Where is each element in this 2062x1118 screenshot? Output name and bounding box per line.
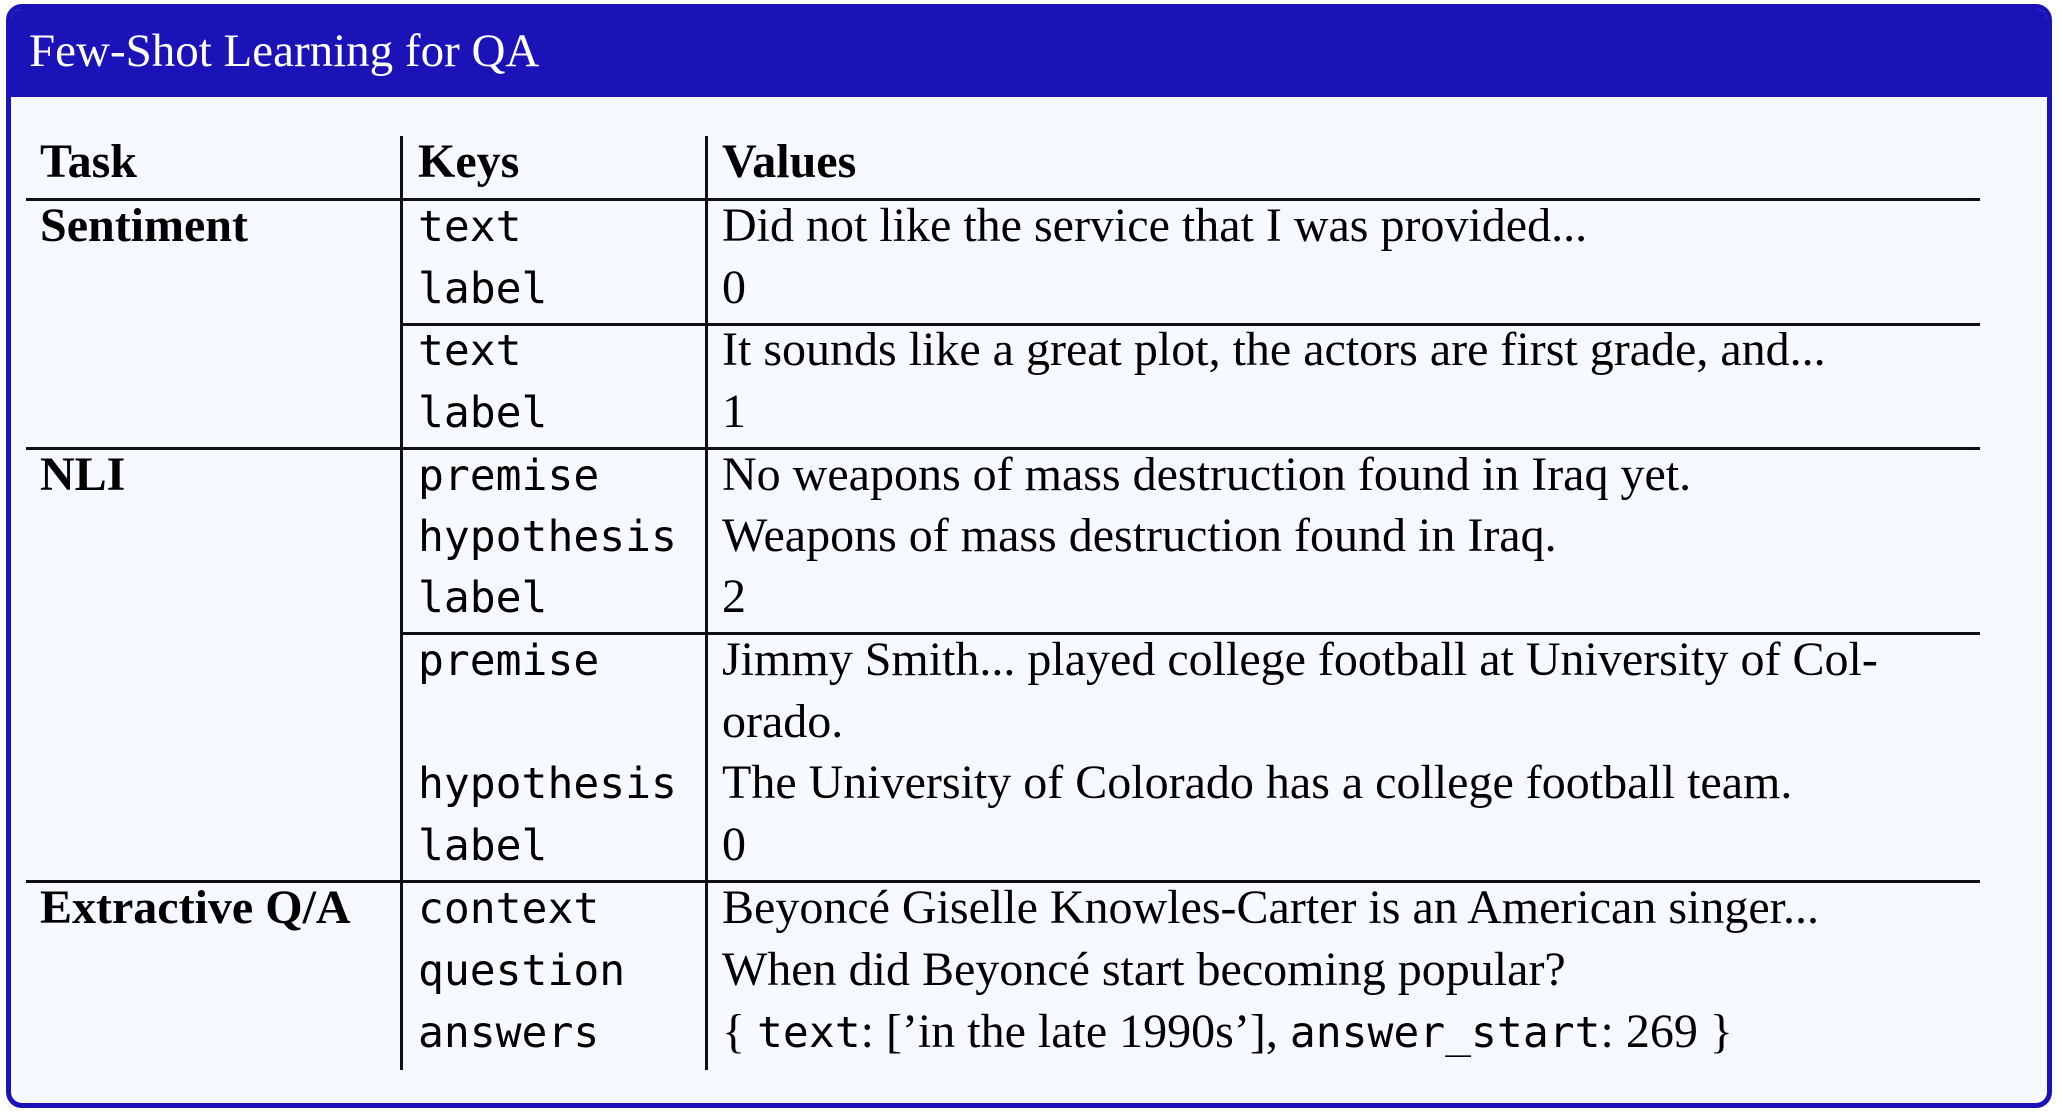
key-cell: label [418,388,548,438]
key-cell: text [418,326,522,376]
value-cell: Weapons of mass destruction found in Iraq. [722,509,1557,562]
key-cell: label [418,264,548,314]
key-cell: context [418,884,600,934]
key-cell: label [418,821,548,871]
task-sentiment: Sentiment [40,199,248,252]
key-cell: text [418,202,522,252]
key-cell: premise [418,636,600,686]
value-cell: 1 [722,385,746,438]
header-task: Task [40,135,137,188]
box-title: Few-Shot Learning for QA [11,9,2047,97]
answers-text-value: : [’in the late 1990s’], [860,1005,1290,1058]
answers-start-value: : 269 } [1600,1005,1733,1058]
key-cell: hypothesis [418,759,677,809]
column-divider-keys [400,136,403,1070]
value-cell: Beyoncé Giselle Knowles-Carter is an American singer... [722,881,1820,934]
key-cell: answers [418,1008,600,1058]
value-cell: Did not like the service that I was provided... [722,199,1588,252]
value-cell: The University of Colorado has a college football team. [722,756,1793,809]
task-extractive-qa: Extractive Q/A [40,881,351,934]
key-cell: label [418,573,548,623]
value-cell: Jimmy Smith... played college football at University of Col- [722,633,1878,686]
answers-start-key: answer_start [1289,1008,1601,1058]
key-cell: question [418,946,626,996]
answers-text-key: text [757,1008,861,1058]
value-cell: 2 [722,570,746,623]
key-cell: hypothesis [418,512,677,562]
header-values: Values [722,135,857,188]
value-cell: When did Beyoncé start becoming popular? [722,943,1566,996]
column-divider-values [705,136,708,1070]
value-cell-continuation: orado. [722,695,844,748]
value-cell: It sounds like a great plot, the actors are first grade, and... [722,323,1826,376]
value-cell: No weapons of mass destruction found in Iraq yet. [722,448,1692,501]
value-cell: 0 [722,818,746,871]
key-cell: premise [418,451,600,501]
answers-value-cell [722,1004,1733,1059]
value-cell: 0 [722,261,746,314]
header-keys: Keys [418,135,520,188]
task-nli: NLI [40,448,126,501]
answers-open-brace: { [722,1005,758,1058]
